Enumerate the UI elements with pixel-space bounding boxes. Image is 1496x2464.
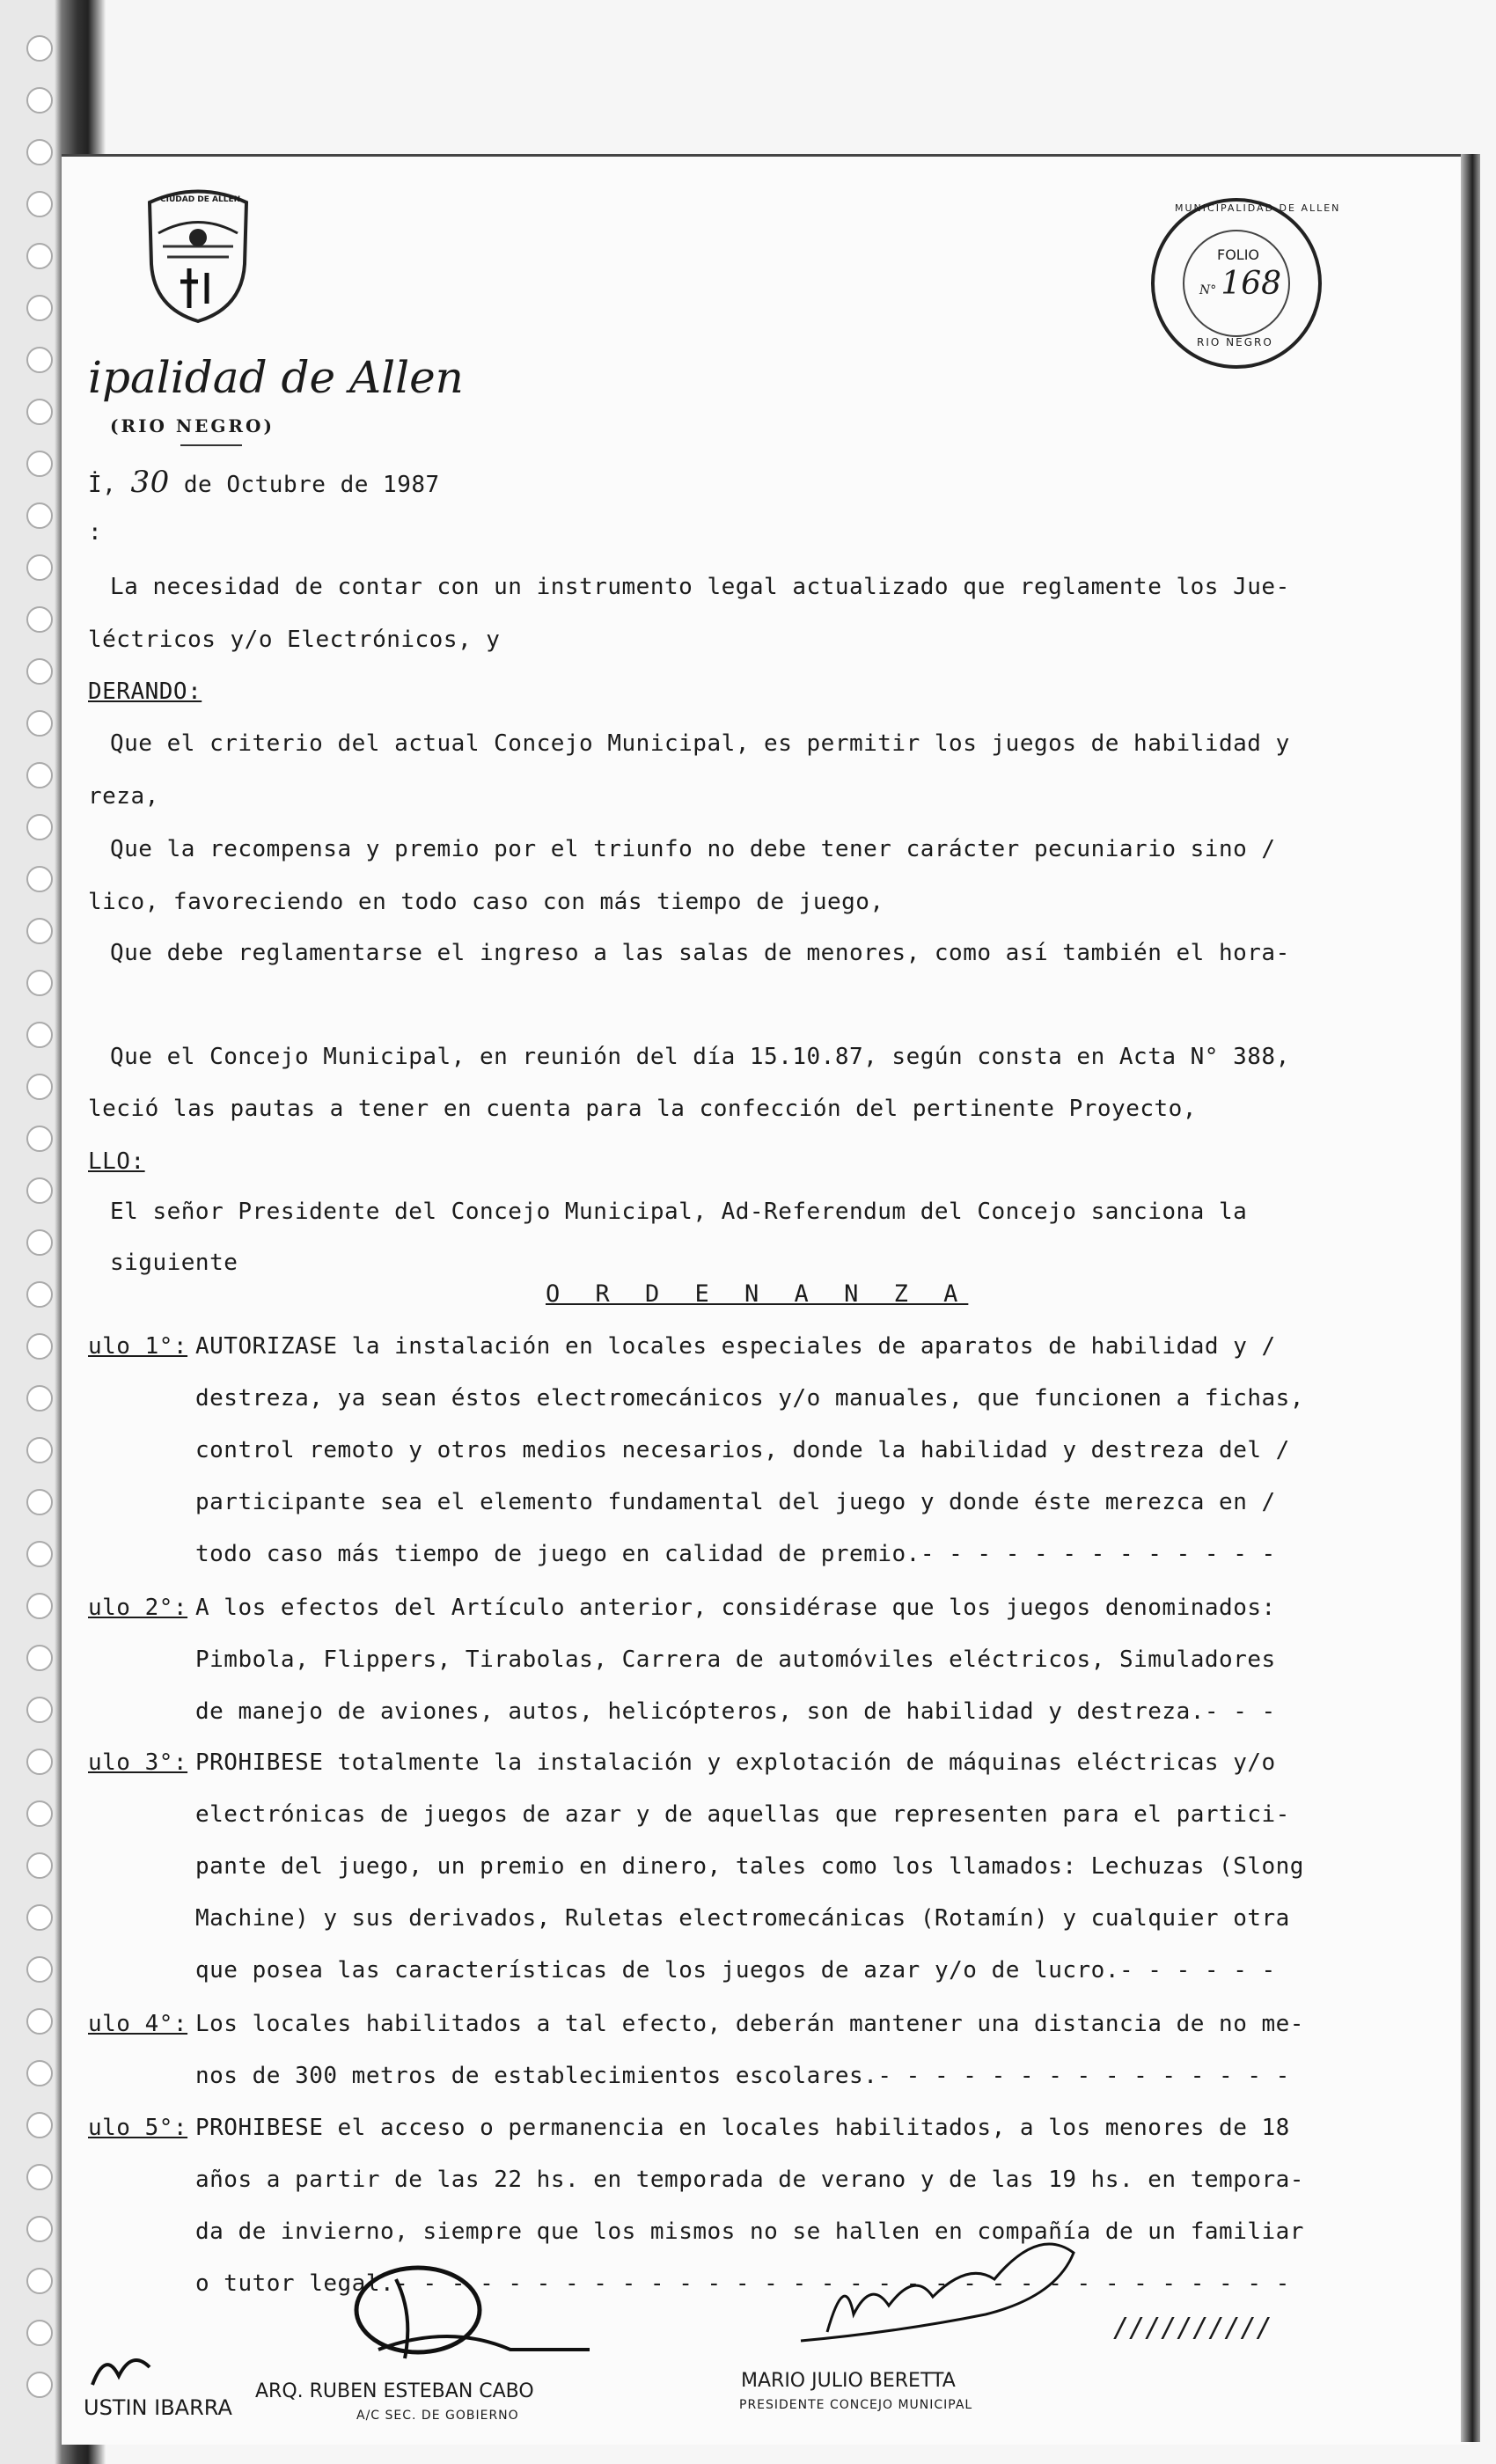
binder-hole — [26, 87, 53, 114]
binder-hole — [26, 1126, 53, 1152]
signatory-beretta-name: MARIO JULIO BERETTA — [741, 2370, 956, 2392]
binder-hole — [26, 554, 53, 581]
signature-ibarra-icon — [88, 2341, 158, 2394]
binder-hole — [26, 451, 53, 477]
date-day-handwritten: 30 — [130, 465, 170, 500]
article-line: todo caso más tiempo de juego en calidad de premio.- - - - - - - - - - - - - — [195, 1541, 1276, 1567]
stamp-folio-number: 168 — [1221, 266, 1282, 302]
binder-hole — [26, 606, 53, 633]
stamp-number-prefix: N° — [1199, 283, 1217, 297]
article-line: de manejo de aviones, autos, helicópteros, son de habilidad y destreza.- - - — [195, 1698, 1276, 1725]
binder-hole — [26, 710, 53, 737]
binder-hole — [26, 1281, 53, 1308]
article-line: pante del juego, un premio en dinero, tales como los llamados: Lechuzas (Slong — [195, 1853, 1304, 1880]
binder-hole — [26, 295, 53, 321]
binder-hole — [26, 1749, 53, 1775]
signatory-cabo-name: ARQ. RUBEN ESTEBAN CABO — [255, 2380, 534, 2402]
binder-hole — [26, 1645, 53, 1671]
crest-text: CIUDAD DE ALLEN — [160, 195, 241, 204]
binder-hole — [26, 2372, 53, 2398]
considerando-heading: DERANDO: — [88, 678, 202, 705]
stamp-folio-label: FOLIO — [1217, 246, 1260, 263]
binder-hole — [26, 502, 53, 529]
article-line: PROHIBESE totalmente la instalación y explotación de máquinas eléctricas y/o — [195, 1749, 1276, 1776]
article-label: ulo 1°: — [88, 1333, 188, 1360]
date-prefix: İ, — [88, 472, 117, 498]
preamble-line: Que debe reglamentarse el ingreso a las salas de menores, como así también el hora- — [110, 940, 1290, 966]
binder-hole — [26, 2008, 53, 2035]
article-line: o tutor legal.- - - - - - - - - - - - - - - - - - - - - - - - - - - - - - - - — [195, 2270, 1290, 2297]
binder-hole — [26, 1697, 53, 1723]
binder-hole — [26, 1177, 53, 1204]
stamp-bottom-text: RIO NEGRO — [1197, 336, 1273, 348]
binder-hole — [26, 2268, 53, 2294]
signature-beretta-icon — [792, 2218, 1144, 2350]
article-label: ulo 3°: — [88, 1749, 188, 1776]
article-line: Machine) y sus derivados, Ruletas electromecánicas (Rotamín) y cualquier otra — [195, 1905, 1290, 1932]
binder-hole — [26, 2112, 53, 2138]
municipality-title: ipalidad de Allen — [88, 352, 464, 403]
preamble-line: El señor Presidente del Concejo Municipal, Ad-Referendum del Concejo sanciona la — [110, 1199, 1248, 1225]
binder-hole — [26, 191, 53, 217]
binder-hole — [26, 1904, 53, 1931]
preamble-line: léctricos y/o Electrónicos, y — [88, 627, 501, 653]
preamble-line: Que el Concejo Municipal, en reunión del día 15.10.87, según consta en Acta N° 388, — [110, 1044, 1290, 1070]
article-label: ulo 4°: — [88, 2011, 188, 2037]
article-line: PROHIBESE el acceso o permanencia en locales habilitados, a los menores de 18 — [195, 2115, 1290, 2141]
binder-hole — [26, 762, 53, 788]
binder-hole — [26, 970, 53, 996]
article-line: Los locales habilitados a tal efecto, deberán mantener una distancia de no me- — [195, 2011, 1304, 2037]
article-line: A los efectos del Artículo anterior, considérase que los juegos denominados: — [195, 1595, 1276, 1621]
binder-hole — [26, 347, 53, 373]
visto-marker: : — [88, 519, 103, 546]
article-line: Pimbola, Flippers, Tirabolas, Carrera de automóviles eléctricos, Simuladores — [195, 1646, 1276, 1673]
signature-cabo-icon — [308, 2262, 598, 2376]
article-line: años a partir de las 22 hs. en temporada de verano y de las 19 hs. en tempora- — [195, 2167, 1304, 2193]
signatory-beretta-role: PRESIDENTE CONCEJO MUNICIPAL — [739, 2398, 973, 2412]
article-label: ulo 5°: — [88, 2115, 188, 2141]
folio-stamp — [1148, 195, 1341, 371]
signatory-ibarra-name: USTIN IBARRA — [84, 2395, 232, 2420]
binder-hole — [26, 1541, 53, 1567]
binder-hole — [26, 1333, 53, 1360]
preamble-line: reza, — [88, 783, 159, 810]
province-underline — [180, 444, 242, 446]
page-edge-shadow — [1461, 154, 1480, 2442]
binder-hole — [26, 139, 53, 165]
binder-hole — [26, 1593, 53, 1619]
binder-hole — [26, 1229, 53, 1256]
article-line: da de invierno, siempre que los mismos no se hallen en compañía de un familiar — [195, 2218, 1304, 2245]
binder-hole — [26, 2060, 53, 2086]
closing-slashes: ////////// — [1113, 2313, 1272, 2343]
binder-hole — [26, 918, 53, 944]
preamble-line: Que la recompensa y premio por el triunfo no debe tener carácter pecuniario sino / — [110, 836, 1276, 862]
article-line: que posea las características de los juegos de azar y/o de lucro.- - - - - - — [195, 1957, 1276, 1984]
article-line: nos de 300 metros de establecimientos escolares.- - - - - - - - - - - - - - - — [195, 2063, 1290, 2089]
binder-hole — [26, 243, 53, 269]
date-text: de Octubre de 1987 — [183, 472, 440, 498]
article-line: destreza, ya sean éstos electromecánicos y/o manuales, que funcionen a fichas, — [195, 1385, 1304, 1412]
binder-hole — [26, 1385, 53, 1412]
preamble-line: siguiente — [110, 1250, 238, 1276]
binder-hole — [26, 1852, 53, 1879]
date-line — [88, 465, 440, 500]
article-line: AUTORIZASE la instalación en locales especiales de aparatos de habilidad y / — [195, 1333, 1276, 1360]
article-line: participante sea el elemento fundamental del juego y donde éste merezca en / — [195, 1489, 1276, 1515]
article-line: electrónicas de juegos de azar y de aquellas que representen para el partici- — [195, 1801, 1290, 1828]
binder-hole — [26, 1800, 53, 1827]
preamble-line: La necesidad de contar con un instrumento legal actualizado que reglamente los Jue- — [110, 574, 1290, 600]
province-label: (RIO NEGRO) — [110, 415, 275, 436]
municipal-crest-icon — [141, 185, 255, 326]
binder-hole — [26, 399, 53, 425]
binder-hole — [26, 2216, 53, 2242]
binder-hole — [26, 2164, 53, 2190]
binder-hole — [26, 658, 53, 685]
article-label: ulo 2°: — [88, 1595, 188, 1621]
binder-hole — [26, 35, 53, 62]
binder-hole — [26, 1022, 53, 1048]
stamp-ring-text: MUNICIPALIDAD DE ALLEN — [1175, 202, 1341, 214]
binder-hole — [26, 1437, 53, 1463]
binder-hole — [26, 866, 53, 892]
binder-hole — [26, 1489, 53, 1515]
preamble-line: Que el criterio del actual Concejo Municipal, es permitir los juegos de habilidad y — [110, 730, 1290, 757]
binder-hole — [26, 1074, 53, 1100]
preamble-line: leció las pautas a tener en cuenta para la confección del pertinente Proyecto, — [88, 1096, 1197, 1122]
signatory-cabo-role: A/C SEC. DE GOBIERNO — [356, 2409, 519, 2423]
binder-hole — [26, 2320, 53, 2346]
por-ello-heading: LLO: — [88, 1148, 145, 1175]
binder-hole — [26, 814, 53, 840]
ordenanza-title: O R D E N A N Z A — [546, 1280, 969, 1308]
binder-hole — [26, 1956, 53, 1983]
article-line: control remoto y otros medios necesarios, donde la habilidad y destreza del / — [195, 1437, 1290, 1463]
preamble-line: lico, favoreciendo en todo caso con más tiempo de juego, — [88, 889, 884, 915]
stamp-folio-number-line — [1199, 266, 1281, 302]
